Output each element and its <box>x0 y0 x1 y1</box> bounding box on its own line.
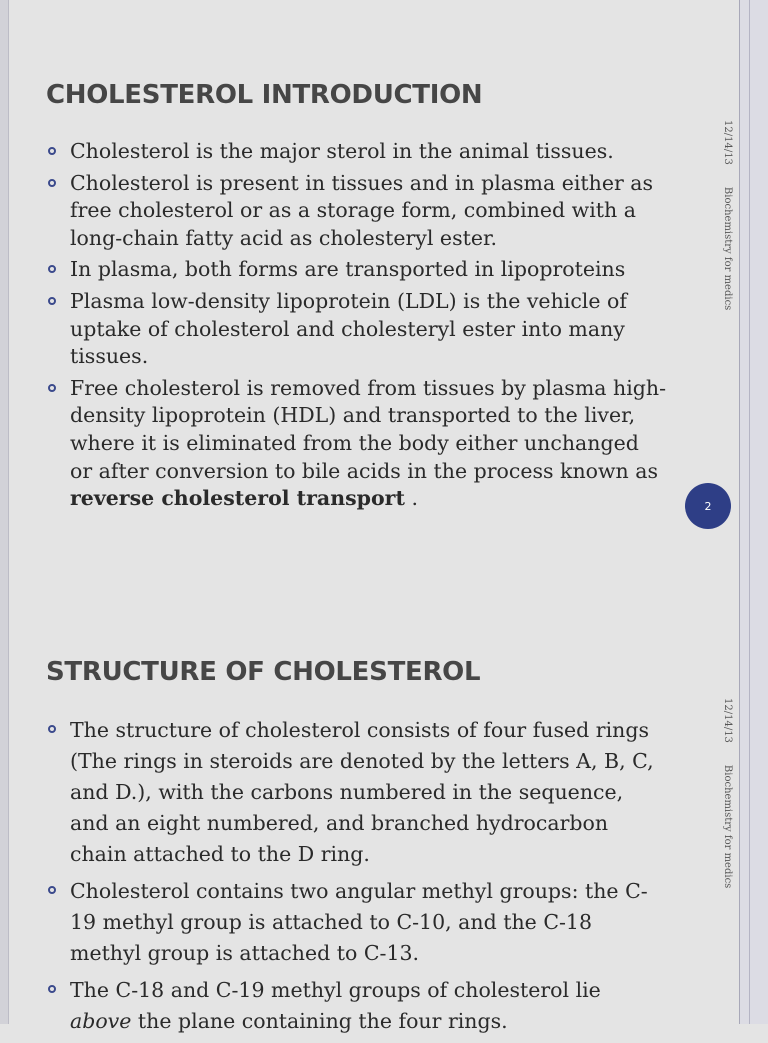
list-item: Cholesterol is present in tissues and in plasma either as free cholesterol or as a storage form, combined with a long-chain fatty acid as cholesteryl ester. <box>46 170 666 253</box>
slide-footer-vertical <box>715 120 733 311</box>
course-name: Biochemistry for medics <box>722 764 733 889</box>
slide-title: STRUCTURE OF CHOLESTEROL <box>46 657 481 687</box>
list-item: The structure of cholesterol consists of four fused rings (The rings in steroids are denoted by the letters A, B, C, and D.), with the carbons numbered in the sequence, and an eight numbered, and branched hydrocarbon chain attached to the D ring. <box>46 715 666 870</box>
bullet-circle-icon <box>48 985 56 993</box>
bullet-circle-icon <box>48 297 56 305</box>
right-page-edge <box>739 0 768 1024</box>
slide-date: 12/14/13 <box>722 120 733 165</box>
course-name: Biochemistry for medics <box>722 186 733 311</box>
italic-word: above <box>70 1009 132 1033</box>
bullet-circle-icon <box>48 725 56 733</box>
bullet-circle-icon <box>48 179 56 187</box>
list-item: Cholesterol is the major sterol in the animal tissues. <box>46 138 666 166</box>
slide-footer-vertical <box>715 698 733 889</box>
slide-date: 12/14/13 <box>722 698 733 743</box>
right-edge-line <box>749 0 750 1024</box>
list-item: Free cholesterol is removed from tissues by plasma high-density lipoprotein (HDL) and transported to the liver, where it is eliminated from the body either unchanged or after conversion to bile acids in the process known as reverse cholesterol transport . <box>46 375 666 513</box>
slide-title: CHOLESTEROL INTRODUCTION <box>46 80 483 110</box>
list-item: Plasma low-density lipoprotein (LDL) is the vehicle of uptake of cholesterol and cholesteryl ester into many tissues. <box>46 288 666 371</box>
page-number-badge: 2 <box>685 483 731 529</box>
bullet-circle-icon <box>48 265 56 273</box>
bullet-circle-icon <box>48 147 56 155</box>
slide-cholesterol-introduction <box>8 0 740 560</box>
list-item: In plasma, both forms are transported in lipoproteins <box>46 256 666 284</box>
bullet-list <box>46 715 666 1043</box>
bullet-circle-icon <box>48 886 56 894</box>
bold-phrase: reverse cholesterol transport <box>70 486 405 511</box>
bullet-list <box>46 138 666 517</box>
list-item: Cholesterol contains two angular methyl groups: the C-19 methyl group is attached to C-10, and the C-18 methyl group is attached to C-13. <box>46 876 666 969</box>
list-item: The C-18 and C-19 methyl groups of cholesterol lie above the plane containing the four rings. <box>46 975 666 1037</box>
bullet-circle-icon <box>48 384 56 392</box>
slide-structure-of-cholesterol <box>8 560 740 1033</box>
